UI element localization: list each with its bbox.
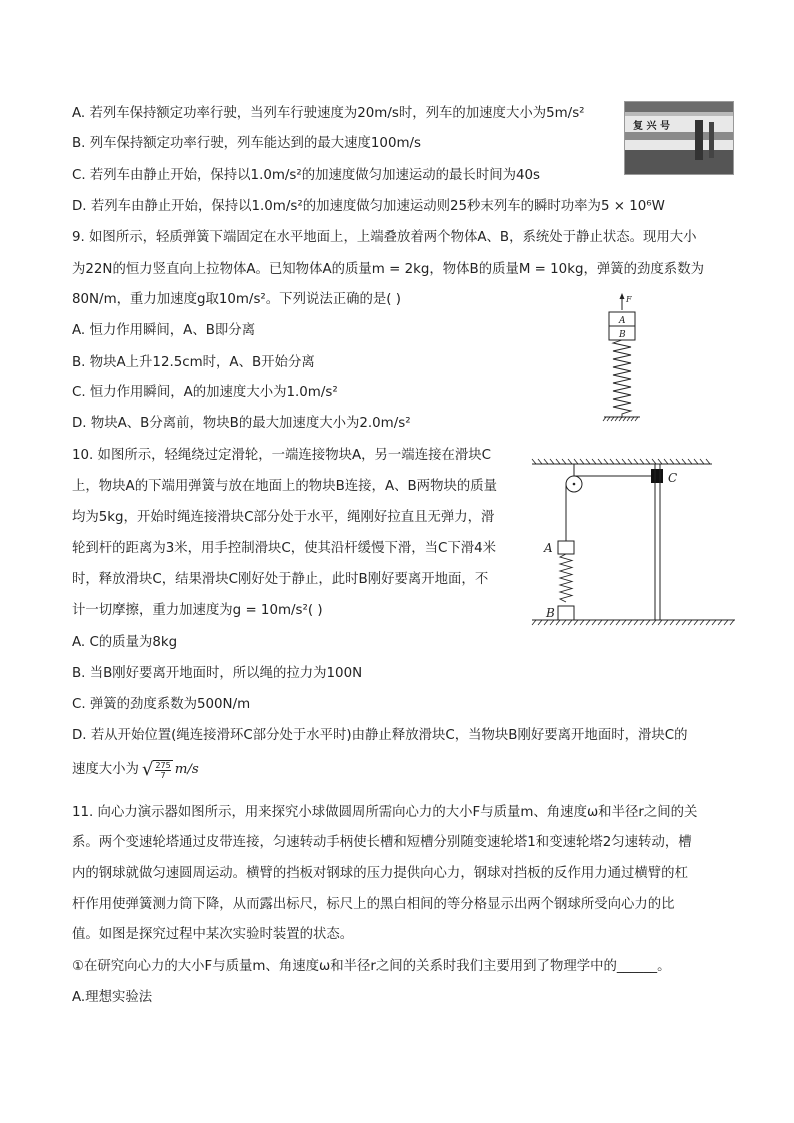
train-photo bbox=[624, 101, 734, 175]
q10-stem-line1: 10. 如图所示，轻绳绕过定滑轮，一端连接物块A，另一端连接在滑块C bbox=[72, 448, 491, 463]
q11-stem-line4: 杆作用使弹簧测力筒下降，从而露出标尺，标尺上的黑白相间的等分格显示出两个钢球所受向心力的比 bbox=[72, 897, 675, 912]
q9-option-d: D. 物块A、B分离前，物块B的最大加速度大小为2.0m/s² bbox=[72, 416, 411, 431]
q10-option-d-line2 bbox=[72, 760, 199, 780]
q10-stem-line5: 时，释放滑块C，结果滑块C刚好处于静止，此时B刚好要离开地面，不 bbox=[72, 572, 489, 587]
ground-hatch bbox=[603, 417, 638, 421]
q10-option-d-line1: D. 若从开始位置(绳连接滑环C部分处于水平时)由静止释放滑块C，当物块B刚好要离开地面时，滑块C的 bbox=[72, 728, 688, 743]
q11-stem-line2: 系。两个变速轮塔通过皮带连接，匀速转动手柄使长槽和短槽分别随变速轮塔1和变速轮塔2匀速转动，槽 bbox=[72, 835, 692, 850]
train-photo-drawing bbox=[625, 102, 733, 174]
q9-option-c: C. 恒力作用瞬间，A的加速度大小为1.0m/s² bbox=[72, 385, 338, 400]
slider-c bbox=[651, 469, 663, 483]
q8-option-d: D. 若列车由静止开始，保持以1.0m/s²的加速度做匀加速运动则25秒末列车的瞬时功率为5 × 10⁶W bbox=[72, 199, 665, 214]
slider-c-label: C bbox=[668, 471, 678, 485]
pulley-axle bbox=[573, 483, 576, 486]
ground-hatch bbox=[532, 620, 734, 625]
q10-stem-line4: 轮到杆的距离为3米，用手控制滑块C，使其沿杆缓慢下滑，当C下滑4米 bbox=[72, 541, 497, 556]
spring bbox=[560, 554, 572, 602]
q10-option-b: B. 当B刚好要离开地面时，所以绳的拉力为100N bbox=[72, 666, 363, 681]
q10-option-d-prefix: 速度大小为 bbox=[72, 762, 139, 777]
q11-stem-line5: 值。如图是探究过程中某次实验时装置的状态。 bbox=[72, 927, 354, 942]
fraction-denominator: 7 bbox=[160, 771, 166, 780]
fraction-numerator: 275 bbox=[155, 761, 171, 770]
block-a-label: A bbox=[619, 316, 626, 326]
q9-stem-line3: 80N/m，重力加速度g取10m/s²。下列说法正确的是( ) bbox=[72, 292, 402, 307]
block-b-label: B bbox=[619, 330, 626, 340]
block-a-label: A bbox=[544, 541, 553, 555]
block-a bbox=[558, 541, 574, 554]
q11-stem-line3: 内的钢球就做匀速圆周运动。横臂的挡板对钢球的压力提供向心力，钢球对挡板的反作用力通过横臂的杠 bbox=[72, 866, 688, 881]
q9-stem-line1: 9. 如图所示，轻质弹簧下端固定在水平地面上，上端叠放着两个物体A、B，系统处于静止状态。现用大小 bbox=[72, 230, 697, 245]
force-arrowhead bbox=[620, 293, 625, 299]
sqrt-fraction bbox=[153, 760, 172, 780]
q8-option-a: A. 若列车保持额定功率行驶，当列车行驶速度为20m/s时，列车的加速度大小为5m/s² bbox=[72, 106, 585, 121]
block-b bbox=[558, 606, 574, 620]
q10-stem-line2: 上，物块A的下端用弹簧与放在地面上的物块B连接，A、B两物块的质量 bbox=[72, 479, 498, 494]
block-b-label: B bbox=[546, 606, 555, 620]
q11-sub-question-1: ①在研究向心力的大小F与质量m、角速度ω和半径r之间的关系时我们主要用到了物理学中的______。 bbox=[72, 959, 671, 974]
q9-option-b: B. 物块A上升12.5cm时，A、B开始分离 bbox=[72, 355, 315, 370]
q9-option-a: A. 恒力作用瞬间，A、B即分离 bbox=[72, 323, 256, 338]
q10-option-a: A. C的质量为8kg bbox=[72, 635, 178, 650]
ceiling-hatch bbox=[532, 459, 710, 464]
force-label: F bbox=[626, 295, 632, 304]
q11-stem-line1: 11. 向心力演示器如图所示，用来探究小球做圆周所需向心力的大小F与质量m、角速度ω和半径r之间的关 bbox=[72, 805, 698, 820]
q8-option-c: C. 若列车由静止开始，保持以1.0m/s²的加速度做匀加速运动的最长时间为40s bbox=[72, 168, 541, 183]
q9-stem-line2: 为22N的恒力竖直向上拉物体A。已知物体A的质量m = 2kg，物体B的质量M = 10kg，弹簧的劲度系数为 bbox=[72, 262, 704, 277]
q10-option-c: C. 弹簧的劲度系数为500N/m bbox=[72, 697, 251, 712]
q10-pulley-figure bbox=[530, 455, 740, 630]
sqrt-sign: √ bbox=[141, 759, 154, 780]
q10-stem-line3: 均为5kg，开始时绳连接滑块C部分处于水平，绳刚好拉直且无弹力，滑 bbox=[72, 510, 495, 525]
q11-option-a: A.理想实验法 bbox=[72, 990, 153, 1005]
q10-option-d-unit: m/s bbox=[174, 762, 199, 777]
spring bbox=[613, 340, 631, 418]
q8-option-b: B. 列车保持额定功率行驶，列车能达到的最大速度100m/s bbox=[72, 136, 421, 151]
train-sign-text: 复 兴 号 bbox=[633, 121, 670, 132]
q10-stem-line6: 计一切摩擦，重力加速度为g = 10m/s²( ) bbox=[72, 603, 323, 618]
q9-spring-figure bbox=[590, 290, 650, 425]
